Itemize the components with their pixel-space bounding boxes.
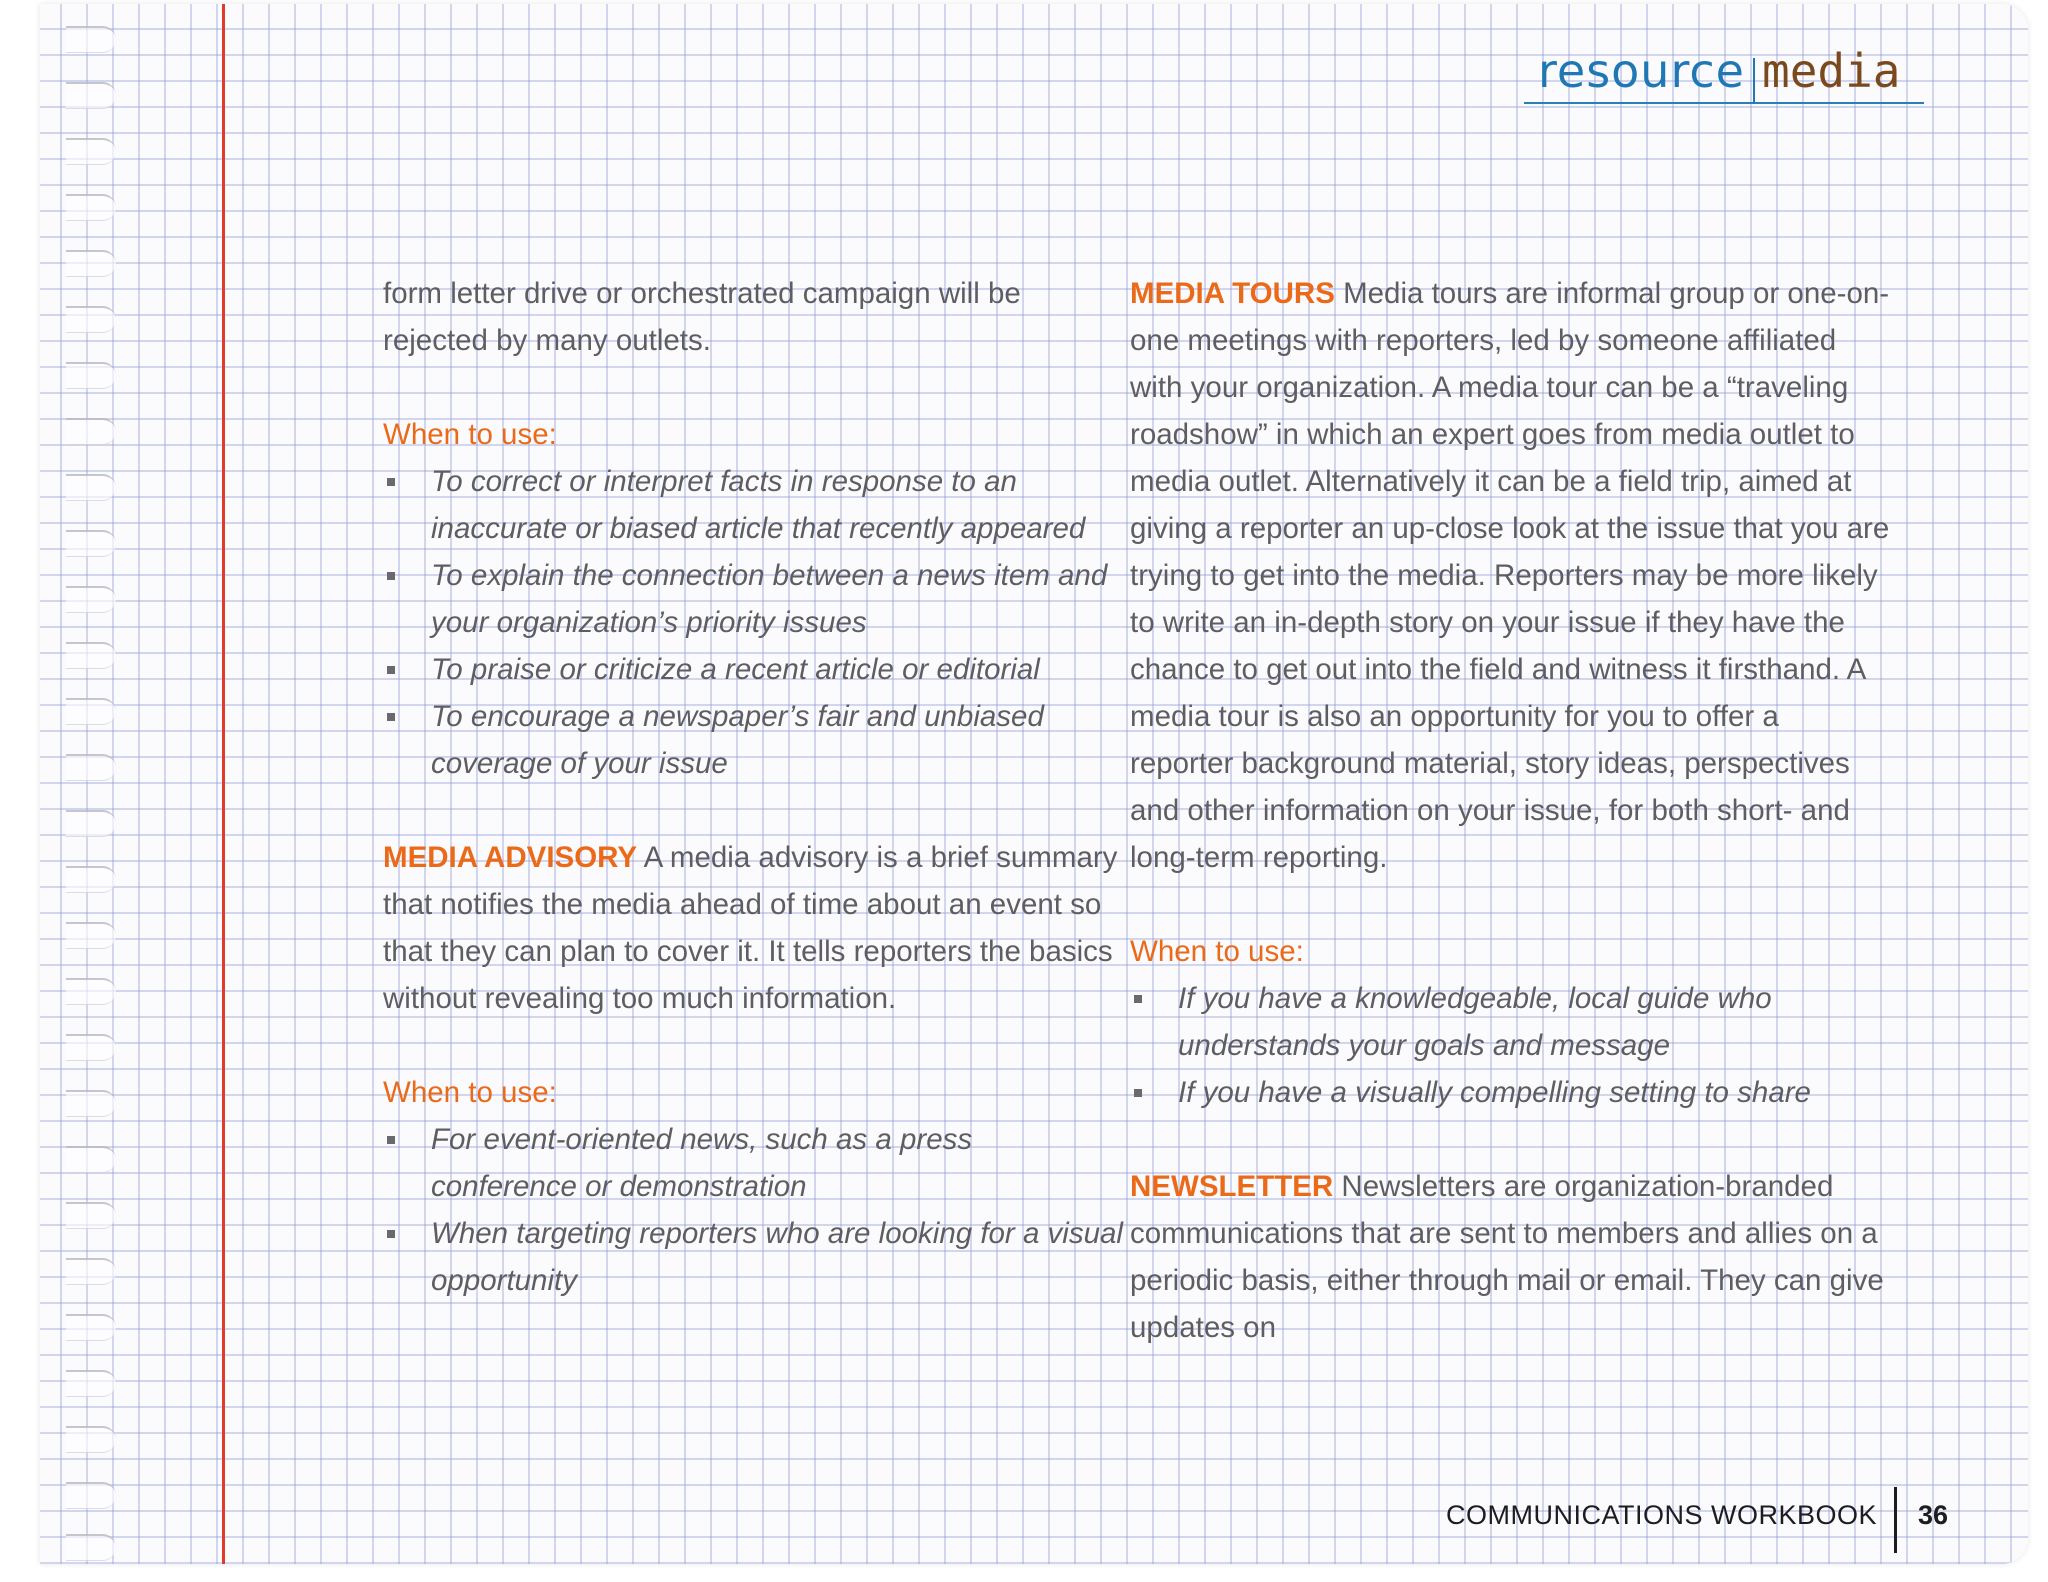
binder-hole: [66, 250, 116, 277]
spacer: [1130, 881, 1890, 928]
spacer: [383, 1022, 1123, 1069]
media-advisory-section: [383, 834, 1123, 1022]
footer-title: COMMUNICATIONS WORKBOOK: [1446, 1500, 1878, 1530]
list-item: For event-oriented news, such as a press conference or demonstration: [383, 1116, 1123, 1210]
when-to-use-heading: When to use:: [1130, 935, 1304, 968]
binder-hole: [66, 642, 116, 669]
left-column: [383, 270, 1123, 1304]
binder-hole: [66, 1258, 116, 1285]
binder-hole: [66, 978, 116, 1005]
binder-hole: [66, 26, 116, 53]
media-advisory-text: A media advisory is a brief summary that notifies the media ahead of time about an event so that they can plan to cover it. It tells reporters the basics without revealing too much information.: [383, 841, 1118, 1015]
logo-resource-text: resource: [1538, 44, 1745, 98]
binder-hole: [66, 586, 116, 613]
binder-hole: [66, 1370, 116, 1397]
list-item: If you have a knowledgeable, local guide who understands your goals and message: [1130, 975, 1890, 1069]
newsletter-term: NEWSLETTER: [1130, 1170, 1334, 1203]
binder-hole: [66, 474, 116, 501]
binder-hole: [66, 1146, 116, 1173]
spacer: [1130, 1116, 1890, 1163]
binder-hole: [66, 82, 116, 109]
spacer: [383, 787, 1123, 834]
resource-media-logo: [1524, 44, 1924, 104]
when-to-use-list: [383, 458, 1123, 787]
red-margin-line: [222, 4, 225, 1564]
binder-hole: [66, 194, 116, 221]
binder-hole: [66, 1426, 116, 1453]
when-to-use-heading: When to use:: [383, 418, 557, 451]
footer-divider: [1894, 1487, 1897, 1553]
binder-hole: [66, 1034, 116, 1061]
newsletter-text: Newsletters are organization-branded communications that are sent to members and allies on a periodic basis, either through mail or email. They can give updates on: [1130, 1170, 1884, 1344]
list-item: When targeting reporters who are looking for a visual opportunity: [383, 1210, 1123, 1304]
binder-hole: [66, 698, 116, 725]
media-tours-text: Media tours are informal group or one-on-one meetings with reporters, led by someone affiliated with your organization. A media tour can be a “traveling roadshow” in which an expert goes from media outlet to media outlet. Alternatively it can be a field trip, aimed at giving a reporter an up-close look at the issue that you are trying to get into the media. Reporters may be more likely to write an in-depth story on your issue if they have the chance to get out into the field and witness it firsthand. A media tour is also an opportunity for you to offer a reporter background material, story ideas, perspectives and other information on your issue, for both short- and long-term reporting.: [1130, 277, 1890, 874]
binder-hole: [66, 1534, 116, 1561]
binder-hole: [66, 810, 116, 837]
list-item: To encourage a newspaper’s fair and unbiased coverage of your issue: [383, 693, 1123, 787]
binder-hole: [66, 754, 116, 781]
page-number: 36: [1918, 1500, 1949, 1530]
spacer: [383, 364, 1123, 411]
when-to-use-list: [1130, 975, 1890, 1116]
binder-hole: [66, 138, 116, 165]
binder-hole: [66, 1314, 116, 1341]
logo-separator: [1753, 58, 1755, 104]
intro-paragraph: form letter drive or orchestrated campaign will be rejected by many outlets.: [383, 277, 1021, 357]
binder-hole: [66, 1482, 116, 1509]
media-advisory-term: MEDIA ADVISORY: [383, 841, 638, 874]
media-tours-term: MEDIA TOURS: [1130, 277, 1335, 310]
binder-hole: [66, 1090, 116, 1117]
newsletter-section: [1130, 1163, 1890, 1351]
right-column: [1130, 270, 1890, 1351]
binder-hole: [66, 362, 116, 389]
media-tours-section: [1130, 270, 1890, 881]
binder-hole: [66, 306, 116, 333]
when-to-use-list: [383, 1116, 1123, 1304]
binder-hole: [66, 418, 116, 445]
binder-hole: [66, 1202, 116, 1229]
binder-hole: [66, 866, 116, 893]
list-item: To correct or interpret facts in response to an inaccurate or biased article that recently appeared: [383, 458, 1123, 552]
binder-hole: [66, 530, 116, 557]
binder-hole: [66, 922, 116, 949]
when-to-use-heading: When to use:: [383, 1076, 557, 1109]
list-item: To praise or criticize a recent article or editorial: [383, 646, 1123, 693]
perforated-edge: [40, 4, 150, 1564]
logo-media-text: media: [1762, 44, 1901, 98]
list-item: To explain the connection between a news item and your organization’s priority issues: [383, 552, 1123, 646]
list-item: If you have a visually compelling setting to share: [1130, 1069, 1890, 1116]
